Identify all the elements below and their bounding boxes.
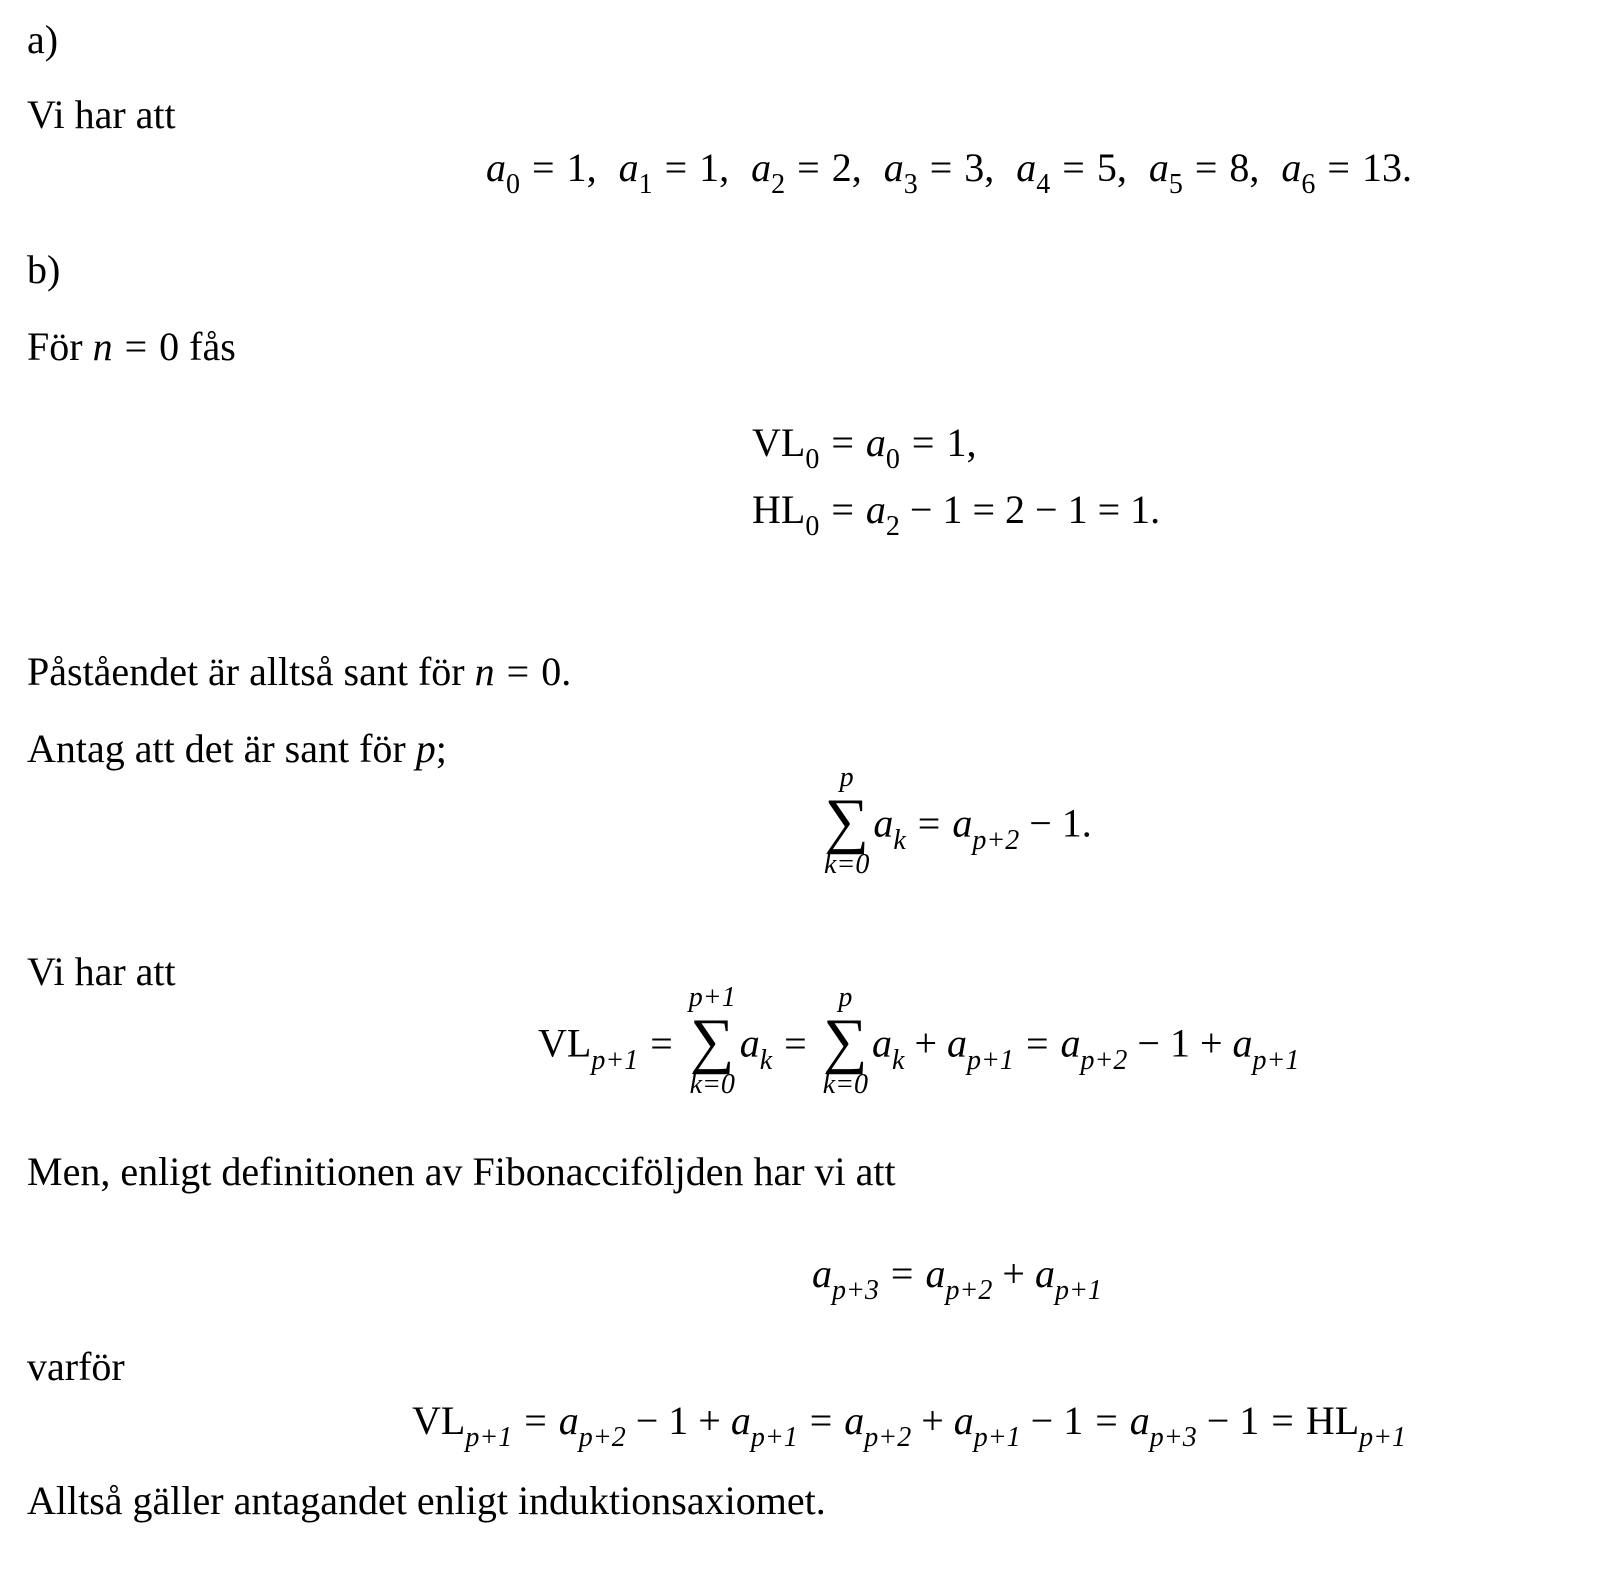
fibonacci-recurrence: $a_{p+3} = a_{p+2} + a_{p+1}$ xyxy=(812,1251,1102,1306)
part-a-label: a) xyxy=(27,17,59,62)
induction-assumption: Antag att det är sant för p; xyxy=(27,726,447,771)
varfor-label: varför xyxy=(27,1344,125,1389)
sum-symbol: p+1 ∑ k=0 xyxy=(688,982,736,1100)
sequence-term: $a_3 = 3$, xyxy=(883,145,995,200)
vl0-equation: $VL_0 = a_0 = 1$, xyxy=(752,420,977,475)
base-case-intro: För n = 0 fås xyxy=(27,324,236,369)
sequence-term: $a_5 = 8$, xyxy=(1148,145,1260,200)
sequence-term: $a_6 = 13$. xyxy=(1281,145,1412,200)
part-a-intro: Vi har att xyxy=(27,92,176,137)
vl-step-equation: $VL_{p+1}$ = p+1 ∑ k=0 $a_k$ = p ∑ k=0 $a_k + a_{p+1} = a_{p+2} - 1 + a_{p+1}$ xyxy=(538,982,1300,1100)
fibonacci-definition-intro: Men, enligt definitionen av Fibonacciföljden har vi att xyxy=(27,1149,896,1194)
hypothesis-equation: p ∑ k=0 $a_k = a_{p+2} - 1$. xyxy=(824,762,1092,880)
sequence-term: $a_4 = 5$, xyxy=(1016,145,1127,200)
hl0-equation: $HL_0 = a_2 - 1 = 2 - 1 = 1$. xyxy=(752,487,1161,542)
sequence-equation xyxy=(486,145,1412,200)
sum-symbol: p ∑ k=0 xyxy=(824,762,870,880)
base-conclusion: Påståendet är alltså sant för n = 0. xyxy=(27,649,572,694)
sum-symbol: p ∑ k=0 xyxy=(822,982,869,1100)
part-b-label: b) xyxy=(27,247,61,292)
step-intro: Vi har att xyxy=(27,949,176,994)
base-case-pre: För xyxy=(27,324,83,369)
sequence-term: $a_1 = 1$, xyxy=(618,145,730,200)
final-conclusion: Alltså gäller antagandet enligt induktionsaxiomet. xyxy=(27,1478,826,1523)
sequence-term: $a_0 = 1$, xyxy=(486,145,597,200)
final-equation: $VL_{p+1} = a_{p+2} - 1 + a_{p+1} = a_{p+2} + a_{p+1} - 1 = a_{p+3} - 1 = HL_{p+1}$ xyxy=(412,1398,1407,1453)
base-case-post: fås xyxy=(189,324,236,369)
sequence-term: $a_2 = 2$, xyxy=(751,145,862,200)
